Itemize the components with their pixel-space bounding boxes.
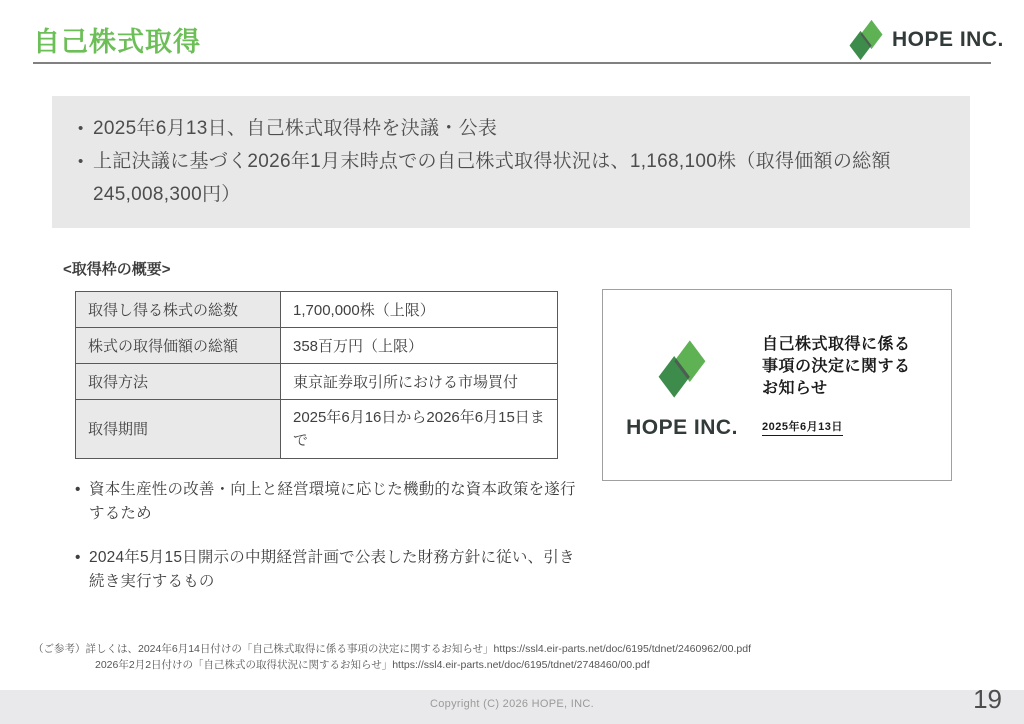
table-row <box>76 364 558 400</box>
purpose-bullet-list <box>75 478 580 614</box>
document-title-line: 事項の決定に関する <box>762 358 911 375</box>
header-logo <box>847 18 1004 62</box>
table-row <box>76 292 558 328</box>
header-brand-name: HOPE INC. <box>892 28 1004 51</box>
table-row-label: 取得し得る株式の総数 <box>76 292 281 328</box>
document-card-logo <box>622 330 742 440</box>
footnote-line-2: 2026年2月2日付けの「自己株式の取得状況に関するお知らせ」https://ssl4.eir-parts.net/doc/6195/tdnet/2748460/00.pdf <box>95 659 650 671</box>
page-number: 19 <box>973 684 1002 714</box>
document-title-line: お知らせ <box>762 380 828 397</box>
table-row-label: 株式の取得価額の総額 <box>76 328 281 364</box>
document-thumbnail-card <box>602 289 952 481</box>
document-card-brand-name: HOPE INC. <box>626 416 738 439</box>
summary-bullet-2: • 上記決議に基づく2026年1月末時点での自己株式取得状況は、1,168,100株（取得価額の総額245,008,300円） <box>76 145 946 211</box>
table-row-label: 取得方法 <box>76 364 281 400</box>
purpose-bullet-1: • 資本生産性の改善・向上と経営環境に応じた機動的な資本政策を遂行するため <box>75 478 580 526</box>
document-date: 2025年6月13日 <box>762 418 843 436</box>
table-row-value: 2025年6月16日から2026年6月15日まで <box>281 400 558 459</box>
acquisition-table <box>75 291 558 459</box>
table-row <box>76 328 558 364</box>
footnote-line-1: （ご参考）詳しくは、2024年6月14日付けの「自己株式取得に係る事項の決定に関するお知らせ」https://ssl4.eir-parts.net/doc/6195/tdnet/2460962/00.pdf <box>33 643 751 655</box>
summary-box <box>52 96 970 228</box>
footer-bar <box>0 684 1024 724</box>
footnote <box>33 641 751 673</box>
table-row-value: 358百万円（上限） <box>281 328 558 364</box>
table-row <box>76 400 558 459</box>
document-title-line: 自己株式取得に係る <box>762 336 911 353</box>
page-title: 自己株式取得 <box>33 27 201 57</box>
purpose-bullet-2: • 2024年5月15日開示の中期経営計画で公表した財務方針に従い、引き続き実行するもの <box>75 546 580 594</box>
summary-bullet-1: • 2025年6月13日、自己株式取得枠を決議・公表 <box>76 112 946 145</box>
copyright-text: Copyright (C) 2026 HOPE, INC. <box>430 698 594 710</box>
title-divider <box>33 62 991 64</box>
table-row-value: 1,700,000株（上限） <box>281 292 558 328</box>
section-heading: <取得枠の概要> <box>63 261 171 278</box>
document-card-text <box>762 334 932 436</box>
table-row-value: 東京証券取引所における市場買付 <box>281 364 558 400</box>
hope-diamond-logo-icon <box>656 330 708 416</box>
hope-diamond-logo-icon <box>847 18 885 62</box>
table-row-label: 取得期間 <box>76 400 281 459</box>
